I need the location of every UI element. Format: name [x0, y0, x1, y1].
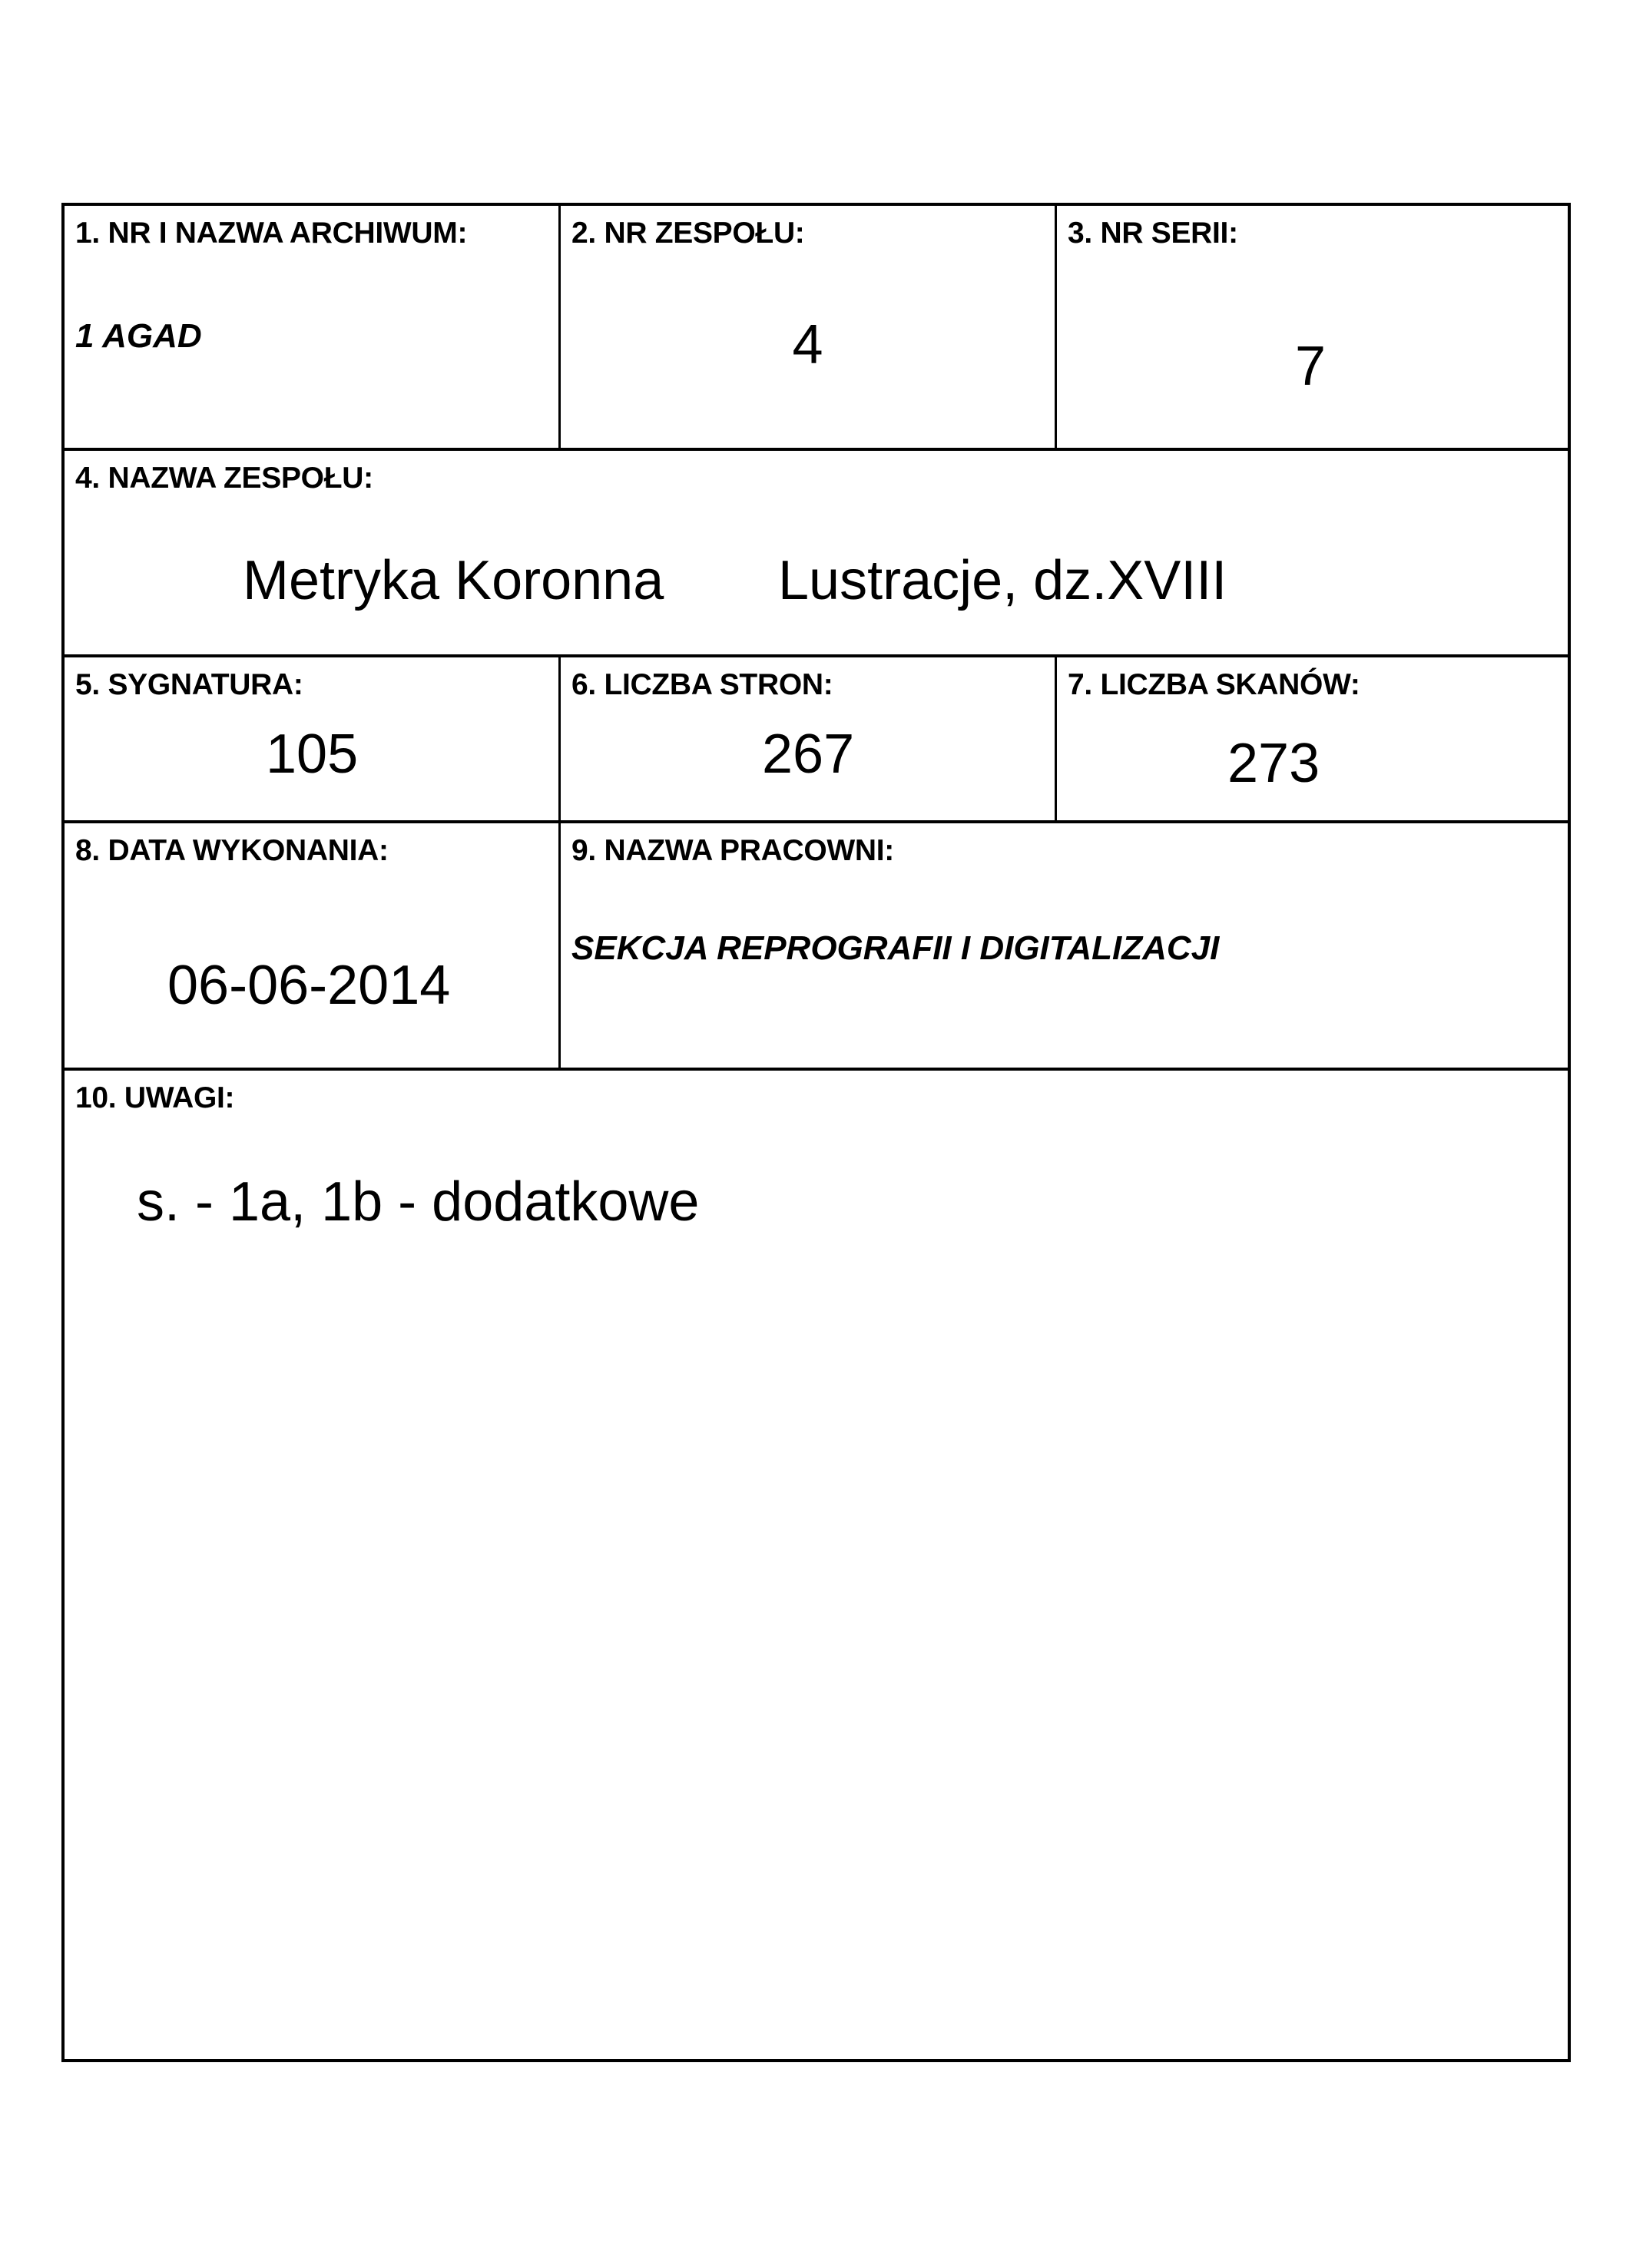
date-value: 06-06-2014: [167, 955, 451, 1016]
workshop-label: 9. NAZWA PRACOWNI:: [571, 834, 894, 867]
series-number-label: 3. NR SERII:: [1068, 217, 1238, 250]
page-count-value: 267: [762, 723, 855, 785]
cell-fonds-name: [65, 451, 1568, 654]
series-number-value: 7: [1295, 336, 1327, 397]
fonds-name-value-part2: Lustracje, dz.XVIII: [778, 550, 1227, 611]
signature-label: 5. SYGNATURA:: [75, 668, 303, 701]
page-count-label: 6. LICZBA STRON:: [571, 668, 833, 701]
scan-count-value: 273: [1227, 733, 1320, 794]
fonds-name-value-part1: Metryka Koronna: [243, 550, 664, 611]
scan-count-label: 7. LICZBA SKANÓW:: [1068, 668, 1360, 701]
cell-series-number: [1057, 206, 1568, 448]
workshop-value: SEKCJA REPROGRAFII I DIGITALIZACJI: [571, 929, 1220, 967]
cell-date: [65, 823, 558, 1068]
fonds-number-value: 4: [792, 314, 823, 376]
fonds-name-label: 4. NAZWA ZESPOŁU:: [75, 462, 373, 495]
date-label: 8. DATA WYKONANIA:: [75, 834, 389, 867]
archive-value: 1 AGAD: [75, 317, 202, 355]
fonds-number-label: 2. NR ZESPOŁU:: [571, 217, 805, 250]
archive-label: 1. NR I NAZWA ARCHIWUM:: [75, 217, 468, 250]
remarks-value: s. - 1a, 1b - dodatkowe: [137, 1171, 700, 1233]
cell-scan-count: [1057, 657, 1568, 820]
cell-signature: [65, 657, 558, 820]
cell-archive: [65, 206, 558, 448]
remarks-label: 10. UWAGI:: [75, 1081, 235, 1114]
signature-value: 105: [266, 723, 359, 785]
cell-page-count: [561, 657, 1055, 820]
cell-fonds-number: [561, 206, 1055, 448]
archive-metadata-form: [61, 203, 1571, 2062]
cell-remarks: [65, 1071, 1568, 2059]
cell-workshop: [561, 823, 1568, 1068]
